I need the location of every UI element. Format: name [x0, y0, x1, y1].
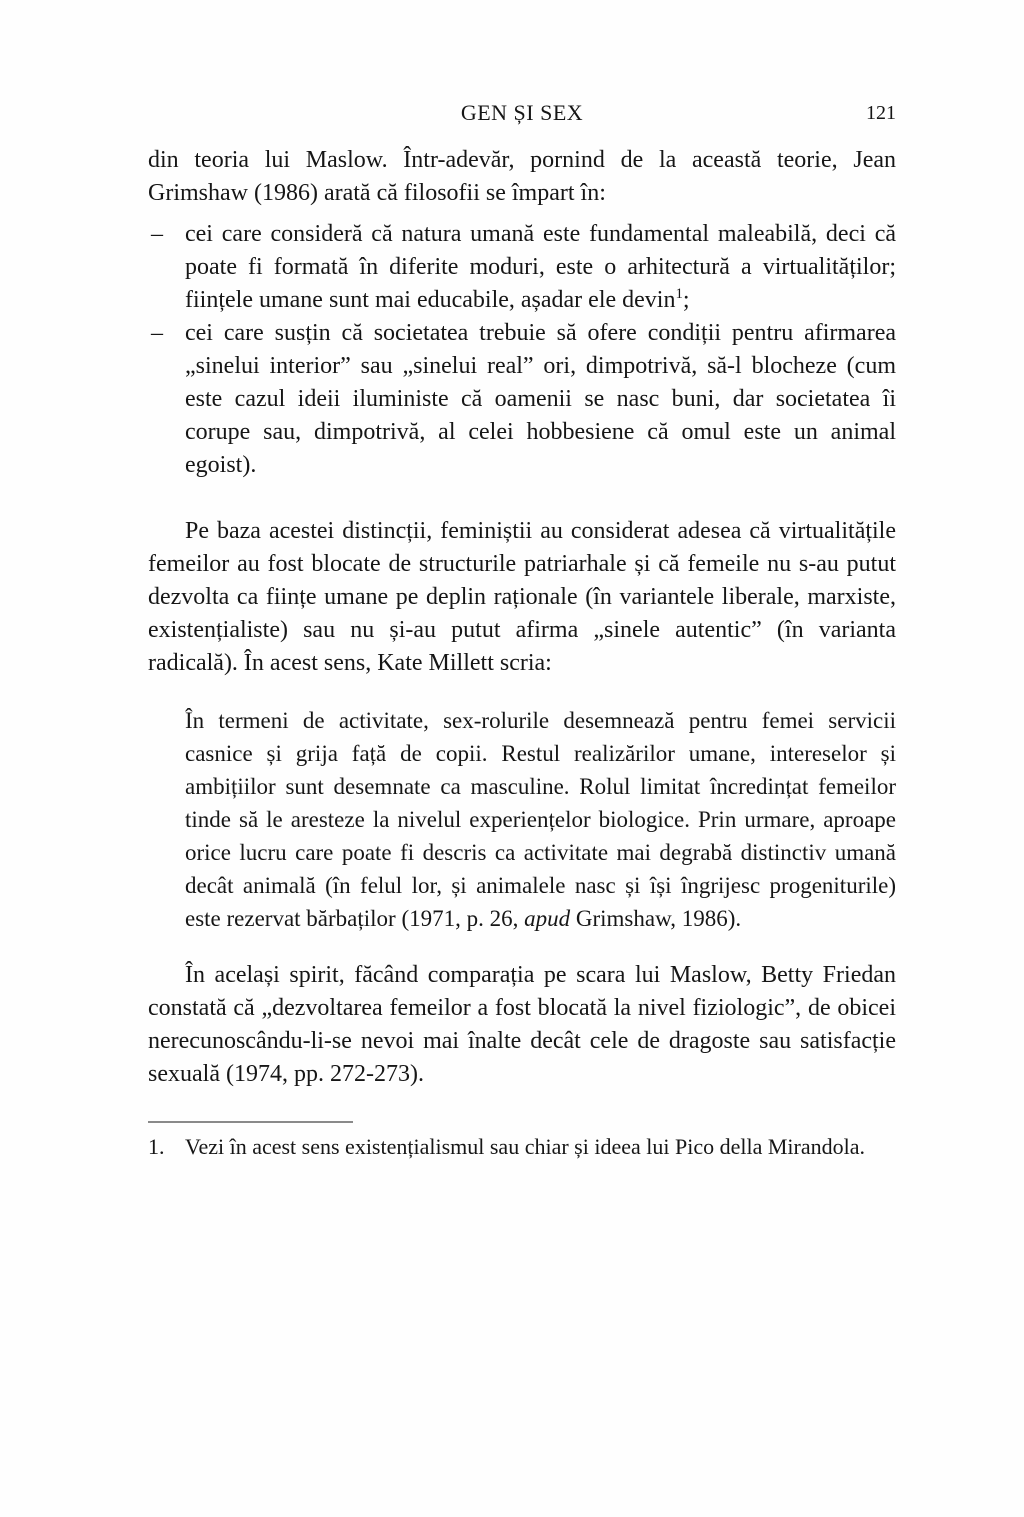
page-number: 121 [866, 102, 896, 124]
page-body [148, 144, 896, 1162]
blockquote-millett [185, 704, 896, 935]
quote-text-after: Grimshaw, 1986). [570, 906, 742, 931]
footnote [148, 1131, 896, 1162]
list-item-text-main: cei care consideră că natura umană este fundamental maleabilă, deci că poate fi formată în diferite moduri, este o arhitectură a virtualităților; ființele umane sunt mai educabile, așadar ele devin [185, 221, 896, 313]
list-item [148, 218, 896, 317]
running-title: GEN ȘI SEX [460, 100, 584, 125]
footnote-text: Vezi în acest sens existențialismul sau chiar și ideea lui Pico della Mirandola. [185, 1134, 865, 1159]
dash-marker: – [151, 221, 163, 247]
list-item-text [185, 221, 896, 313]
paragraph-continuation: din teoria lui Maslow. Într-adevăr, pornind de la această teorie, Jean Grimshaw (1986) arată că filosofii se împart în: [148, 147, 896, 206]
list-item-text: cei care susțin că societatea trebuie să ofere condiții pentru afirmarea „sinelui interior” sau „sinelui real” ori, dimpotrivă, să-l blocheze (cum este cazul ideii iluministe că oamenii se nasc buni, dar societatea îi corupe sau, dimpotrivă, al celei hobbesiene că omul este un animal egoist). [185, 320, 896, 478]
page-header [148, 100, 896, 130]
footnote-number: 1. [148, 1134, 165, 1159]
quote-text: În termeni de activitate, sex-rolurile desemnează pentru femei servicii casnice și grija față de copii. Restul realizărilor umane, intereselor și ambițiilor sunt desemnate ca masculine. Rolul limitat încredințat femeilor tinde să le aresteze la nivelul experiențelor biologice. Prin urmare, aproape orice lucru care poate fi descris ca activitate mai degrabă distinctiv umană decât animală (în felul lor, și animalele nasc și își îngrijesc progeniturile) este rezervat bărbaților (1971, p. 26, [185, 708, 896, 931]
footnote-ref: 1 [675, 286, 683, 302]
list-item-text-after: ; [682, 287, 690, 313]
footnote-rule [148, 1121, 353, 1123]
dash-list [148, 218, 896, 482]
quote-italic-term: apud [524, 906, 571, 931]
footnote-area [148, 1121, 896, 1162]
text-column [148, 100, 896, 1162]
list-item [148, 317, 896, 482]
paragraph-friedan: În același spirit, făcând comparația pe scara lui Maslow, Betty Friedan constată că „dezvoltarea femeilor a fost blocată la nivel fiziologic”, de obicei nerecunoscându-li-se nevoi mai înalte decât cele de dragoste sau satisfacție sexuală (1974, pp. 272-273). [148, 962, 896, 1087]
dash-marker: – [151, 320, 163, 346]
paragraph-distinction: Pe baza acestei distincții, feminiștii au considerat adesea că virtualitățile femeilor au fost blocate de structurile patriarhale și că femeile nu s-au putut dezvolta ca ființe umane pe deplin raționale (în variantele liberale, marxiste, existențialiste) sau nu și-au putut afirma „sinele autentic” (în varianta radicală). În acest sens, Kate Millett scria: [148, 518, 896, 676]
